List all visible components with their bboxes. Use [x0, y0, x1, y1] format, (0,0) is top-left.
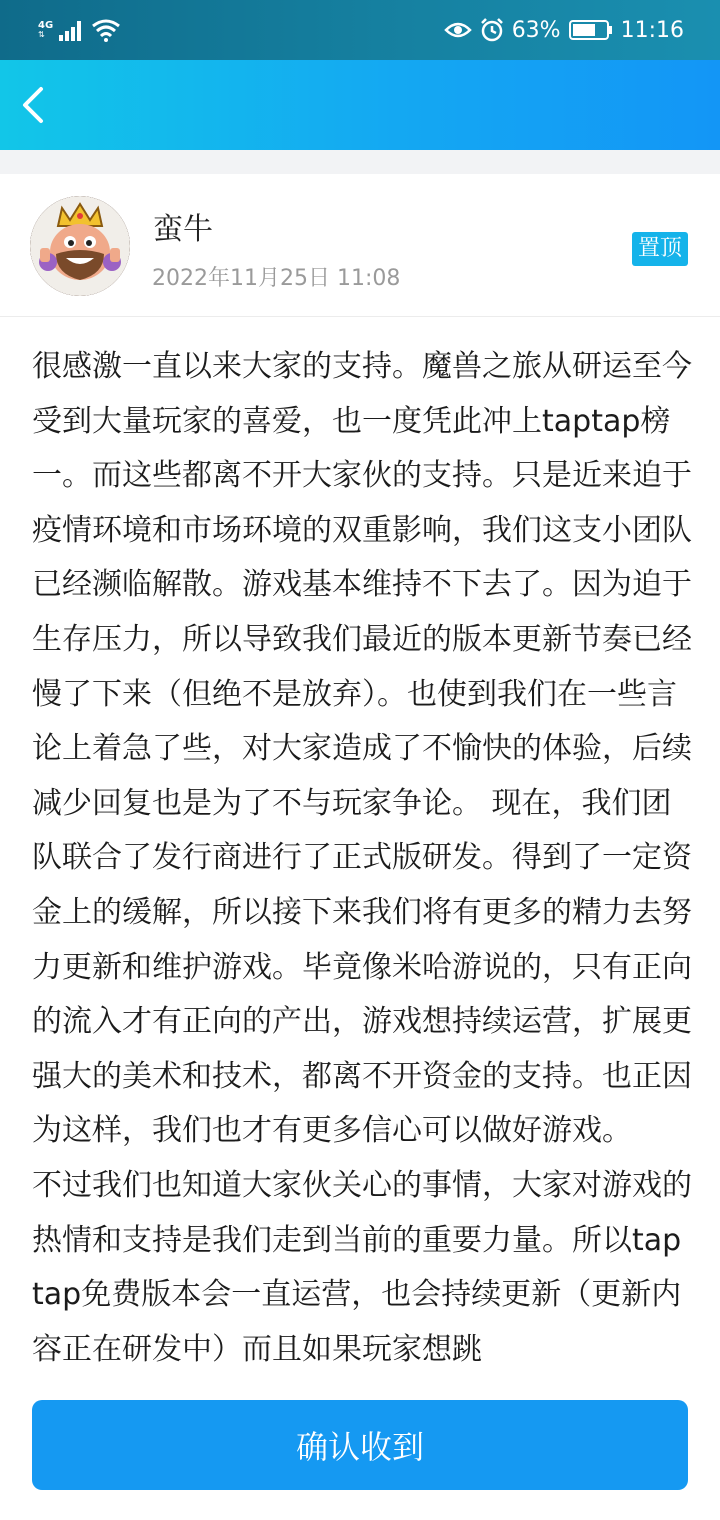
alarm-icon	[480, 18, 504, 42]
data-arrows-icon: ⇅	[38, 30, 45, 39]
content-paragraph: 很感激一直以来大家的支持。魔兽之旅从研运至今受到大量玩家的喜爱，也一度凭此冲上taptap榜一。而这些都离不开大家伙的支持。只是近来迫于疫情环境和市场环境的双重影响，我们这支小团队已经濒临解散。游戏基本维持不下去了。因为迫于生存压力，所以导致我们最近的版本更新节奏已经慢了下来（但绝不是放弃）。也使到我们在一些言论上着急了些，对大家造成了不愉快的体验，后续减少回复也是为了不与玩家争论。 现在，我们团队联合了发行商进行了正式版研发。得到了一定资金上的缓解，所以接下来我们将有更多的精力去努力更新和维护游戏。毕竟像米哈游说的，只有正向的流入才有正向的产出，游戏想持续运营，扩展更强大的美术和技术，都离不开资金的支持。也正因为这样，我们也才有更多信心可以做好游戏。	[32, 349, 692, 1149]
battery-icon	[569, 19, 613, 41]
back-button[interactable]	[8, 80, 58, 130]
network-type: 4G	[38, 20, 54, 31]
battery-percent: 63%	[511, 17, 561, 43]
status-bar	[0, 0, 720, 60]
confirm-button[interactable]: 确认收到	[32, 1400, 688, 1490]
wifi-icon	[91, 18, 121, 42]
footer	[0, 1376, 720, 1520]
clock: 11:16	[620, 17, 684, 43]
pinned-badge: 置顶	[632, 232, 688, 266]
avatar[interactable]	[30, 196, 130, 296]
signal-icon	[59, 19, 85, 41]
king-avatar-icon	[30, 196, 130, 296]
network-indicator	[38, 21, 53, 39]
back-arrow-icon	[21, 85, 45, 125]
post-header	[0, 174, 720, 316]
app-bar	[0, 60, 720, 150]
section-gap	[0, 150, 720, 174]
eye-comfort-icon	[444, 20, 472, 40]
status-right	[444, 14, 684, 46]
post-time: 2022年11月25日 11:08	[152, 266, 401, 291]
content-paragraph: 不过我们也知道大家伙关心的事情，大家对游戏的热情和支持是我们走到当前的重要力量。所以taptap免费版本会一直运营，也会持续更新（更新内容正在研发中）而且如果玩家想跳	[32, 1167, 692, 1367]
author-name[interactable]: 蛮牛	[153, 212, 213, 247]
post-content	[32, 340, 692, 1376]
divider	[0, 316, 720, 317]
status-left	[38, 14, 121, 46]
